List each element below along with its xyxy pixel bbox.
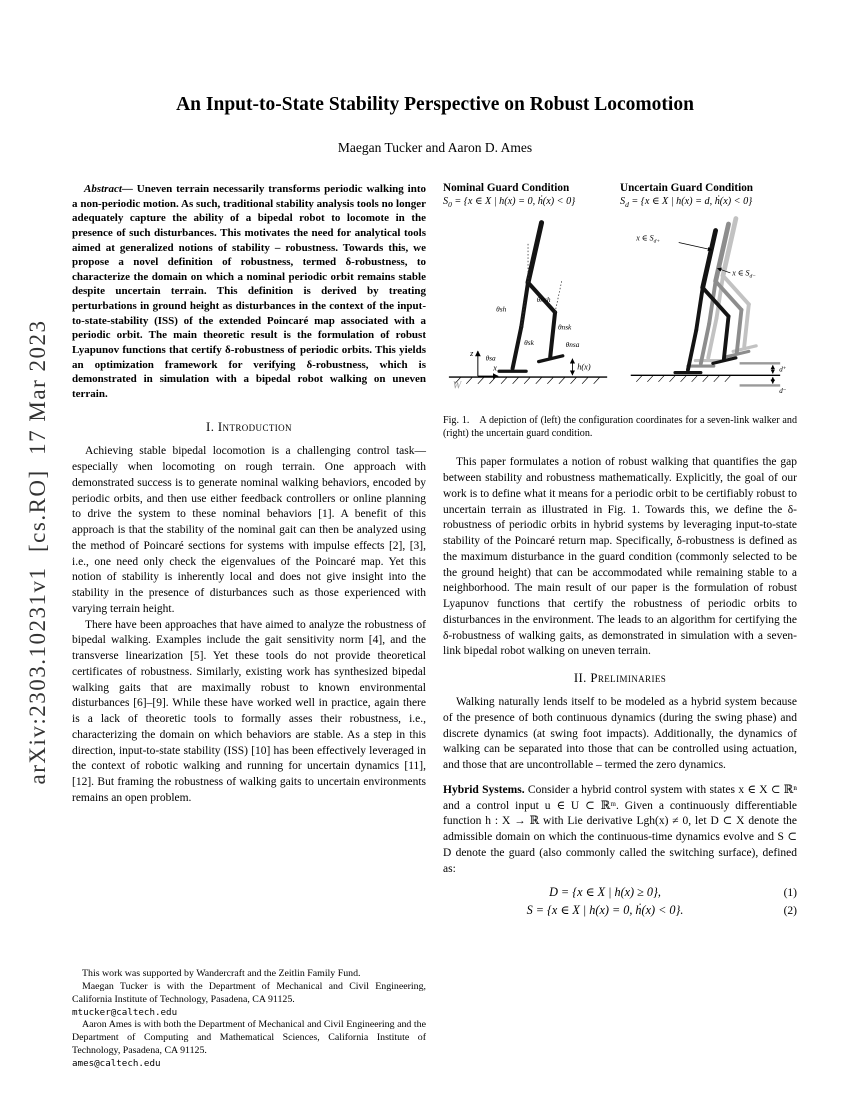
hybrid-systems-label: Hybrid Systems. bbox=[443, 783, 525, 796]
label-z-axis: z bbox=[470, 348, 474, 358]
label-theta-sh: θsh bbox=[496, 304, 507, 314]
label-theta-sa: θsa bbox=[485, 353, 496, 363]
intro-paragraph-2: There have been approaches that have aimed to analyze the robustness of bipedal walking. Examples include the gait sensitivity norm [4], and the transverse linearization [5]. Yet these tools do not provide theoretical certificates of robustness. Similarly, existing work has synthesized bipedal walking gaits that are maximally robust to known environmental disturbances [6]–[9]. While these have worked well in practice, again there is a lack of theoretic tools to formally asses their robustness, i.e., characterizing the domain on which behaviors are stable. As a step in this direction, input-to-state stability (ISS) [10] has been effectively leveraged in the context of robotic walking and running for uncertain dynamics [11], [12]. But framing the robustness of walking gaits to uncertain environments remains an open problem. bbox=[72, 618, 426, 804]
footnote-block bbox=[72, 960, 426, 1070]
equation-2-number: (2) bbox=[783, 904, 797, 917]
label-theta-nsk: θnsk bbox=[557, 322, 572, 332]
footnote-author-1: Maegan Tucker is with the Department of Mechanical and Civil Engineering, California Institute of Technology, Pasadena, CA 91125. bbox=[72, 981, 426, 1006]
label-x-in-Sd-minus: x ∈ $S_{d-}$ bbox=[732, 268, 757, 280]
label-theta-nsh: θnsh bbox=[536, 294, 551, 304]
paper-authors: Maegan Tucker and Aaron D. Ames bbox=[337, 140, 533, 155]
paper-title: An Input-to-State Stability Perspective on Robust Locomotion bbox=[176, 94, 694, 115]
fig-right-title: Uncertain Guard Condition bbox=[620, 182, 754, 194]
intro-paragraph-1: Achieving stable bipedal locomotion is a challenging control task—especially when locomoting on rough terrain. One approach with demonstrated success is to generate nominal walking behaviors, encoded by periodic orbits, and then use either feedback controllers or online planning to drive the system to these nominal behaviors [1]. A benefit of this approach is that the stability of the nominal gait can then be analyzed using the method of Poincaré sections for systems with impulse effects [2], [3], i.e., one need only check the eigenvalues of the Poincaré map. Yet this notion of stability is inherently local and does not give insight into the stability in the presence of disturbances such as those experienced with varying terrain height. bbox=[72, 445, 426, 615]
label-h-of-x: h(x) bbox=[577, 362, 591, 372]
seven-link-walker-diagram bbox=[443, 213, 615, 406]
figure-right-header bbox=[620, 182, 797, 209]
label-theta-nsa: θnsa bbox=[565, 340, 580, 350]
footnote-funding: This work was supported by Wandercraft and the Zeitlin Family Fund. bbox=[82, 968, 361, 980]
equations-block bbox=[443, 885, 797, 918]
paper-content bbox=[72, 94, 798, 1070]
formula-subscript: d bbox=[625, 200, 629, 210]
section-heading-preliminaries: II. Preliminaries bbox=[573, 671, 667, 685]
equation-2: S = {x ∈ X | h(x) = 0, ḣ(x) < 0}. bbox=[526, 903, 684, 918]
label-world-frame: W bbox=[452, 380, 462, 392]
figure-caption bbox=[443, 414, 797, 440]
formula-body: = {x ∈ X | h(x) = 0, ḣ(x) < 0} bbox=[451, 196, 576, 207]
abstract-text: Uneven terrain necessarily transforms periodic walking into a non-periodic motion. As such, traditional stability analysis tools no longer adequately capture the ability of a bipedal robot to locomote in the presence of such disturbances. This motivates the need for analytical tools aimed at generalized notions of stability – robustness. Towards this, we propose a novel definition of robustness, termed δ-robustness, to characterize the domain on which a nominal periodic orbit remains stable despite uncertain terrain. This definition is derived by treating perturbations in ground height as disturbances in the context of the input-to-state-stability (ISS) of the extended Poincaré map associated with a periodic orbit. The main theoretic result is the formulation of robust Lyapunov functions that certify δ-robustness of periodic orbits. This yields an optimization framework for verifying δ-robustness, which is demonstrated in simulation with a bipedal robot walking on uneven terrain. bbox=[72, 183, 426, 400]
abstract-label: Abstract— bbox=[84, 183, 133, 195]
label-theta-sk: θsk bbox=[524, 338, 534, 348]
hybrid-systems-paragraph bbox=[443, 783, 797, 878]
formula-symbol: S bbox=[443, 196, 449, 207]
right-column bbox=[443, 182, 797, 1070]
figure-left-header bbox=[443, 182, 620, 209]
formula-body: = {x ∈ X | h(x) = d, ḣ(x) < 0} bbox=[628, 196, 753, 207]
label-x-in-Sd-plus: x ∈ $S_{d+}$ bbox=[636, 233, 661, 245]
label-x-axis: x bbox=[493, 363, 497, 373]
preliminaries-paragraph: Walking naturally lends itself to be modeled as a hybrid system because of the presence of both continuous dynamics (during the swing phase) and discrete dynamics (at swing foot impacts). Additionally, the dynamics of walking can be separated into those that can be controlled using actuation, and those that are uncontrollable – termed the zero dynamics. bbox=[443, 696, 797, 771]
arxiv-watermark: arXiv:2303.10231v1 [cs.RO] 17 Mar 2023 bbox=[25, 319, 50, 785]
footnote-author-2: Aaron Ames is with both the Department of Mechanical and Civil Engineering and the Department of Computing and Mathematical Sciences, California Institute of Technology, Pasadena, CA 91125. bbox=[72, 1019, 426, 1057]
left-column bbox=[72, 182, 426, 1070]
label-d-plus: d⁺ bbox=[779, 365, 787, 374]
fig-left-title: Nominal Guard Condition bbox=[443, 182, 570, 194]
hybrid-systems-text: Consider a hybrid control system with states x ∈ X ⊂ ℝⁿ and a control input u ∈ U ⊂ ℝᵐ. Given a continuously differentiable function h : X → ℝ with Lie derivative Lgh(x) ≠ 0, let D ⊂ X denote the admissible domain on which the continuous-time dynamics evolve and S ⊂ D denote the guard (also commonly called the switching surface), defined as: bbox=[443, 783, 797, 875]
formula-subscript: 0 bbox=[448, 200, 452, 210]
formula-symbol: S bbox=[620, 196, 626, 207]
equation-1-number: (1) bbox=[783, 886, 797, 899]
fig-right-formula bbox=[620, 196, 797, 209]
abstract bbox=[72, 182, 426, 401]
figure-diagrams bbox=[443, 213, 797, 406]
equation-row-2 bbox=[443, 903, 797, 918]
body-paragraph-1: This paper formulates a notion of robust walking that quantifies the gap between stability and robustness mathematically. Explicitly, the goal of our work is to define what it means for a periodic orbit to be certifiably robust to uncertain terrain as illustrated in Fig. 1. Towards this, we define the δ-robustness of periodic orbits in hybrid systems by leveraging input-to-state stability of the Poincaré return map. Specifically, δ-robustness is defined as the maximum disturbance in the guard condition (commonly selected to be the ground height) that can be accommodated while remaining stable to a neighborhood. The main result of our paper is the formulation of robust Lyapunov functions that certify the robustness of periodic orbits to disturbances in the environment. The leads to an algorithm for certifying the δ-robustness of walking gaits, as demonstrated in simulation with a seven-link bipedal robot walking on uneven terrain. bbox=[443, 456, 797, 658]
email-mtucker: mtucker@caltech.edu bbox=[72, 1007, 178, 1019]
uncertain-guard-diagram bbox=[625, 213, 797, 403]
email-ames: ames@caltech.edu bbox=[72, 1058, 161, 1070]
equation-1: D = {x ∈ X | h(x) ≥ 0}, bbox=[549, 885, 661, 900]
two-column-layout bbox=[72, 182, 798, 1070]
figure-caption-text: A depiction of (left) the configuration coordinates for a seven-link walker and (right) the uncertain guard condition. bbox=[443, 415, 797, 440]
label-d-minus: d⁻ bbox=[779, 386, 787, 395]
figure-1 bbox=[443, 182, 797, 440]
equation-row-1 bbox=[443, 885, 797, 900]
figure-caption-tag: Fig. 1. bbox=[443, 415, 470, 427]
figure-headers bbox=[443, 182, 797, 209]
section-heading-introduction: I. Introduction bbox=[206, 420, 292, 435]
fig-left-formula bbox=[443, 196, 620, 209]
